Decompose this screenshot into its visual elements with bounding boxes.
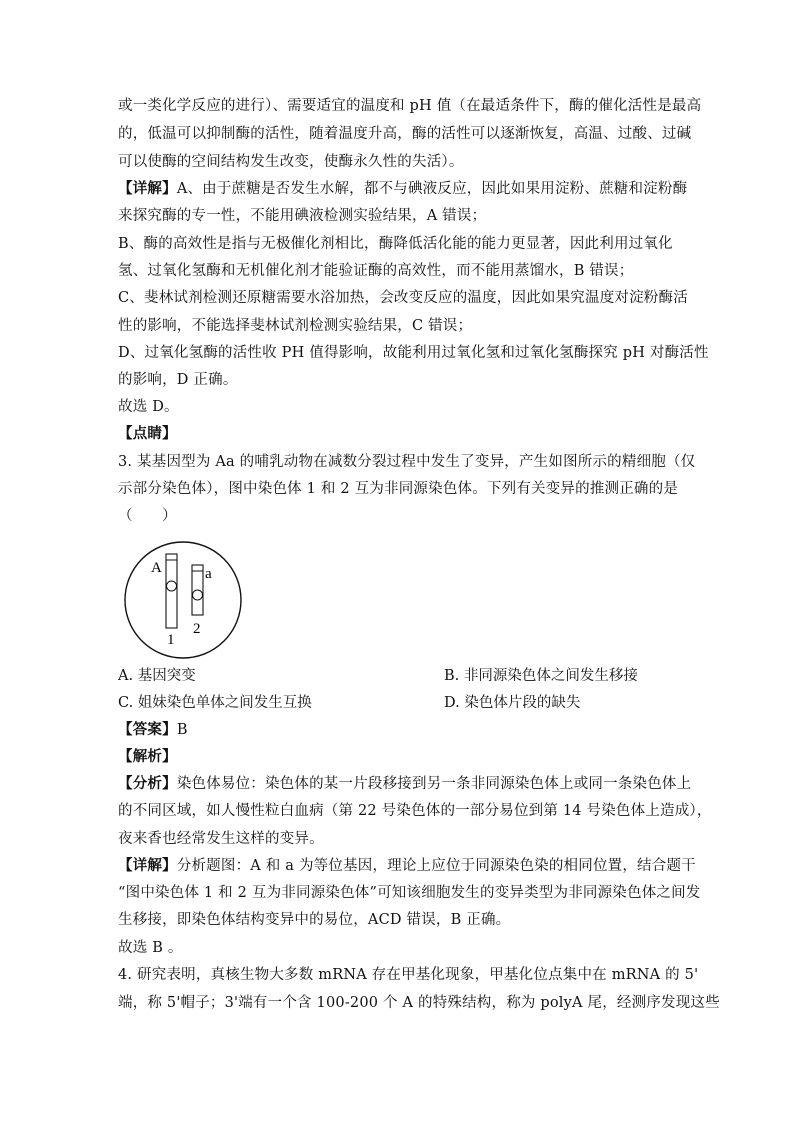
analysis-text: 染色体易位：染色体的某一片段移接到另一条非同源染色体上或同一条染色体上 xyxy=(176,776,692,792)
option-b: B. 非同源染色体之间发生移接 xyxy=(444,668,638,684)
question-line: 3. 某基因型为 Aa 的哺乳动物在减数分裂过程中发生了变异，产生如图所示的精细胞（仅 xyxy=(118,454,696,470)
detail-line: 性的影响，不能选择斐林试剂检测实验结果，C 错误； xyxy=(118,318,473,334)
detail-text: A、由于蔗糖是否发生水解，都不与碘液反应，因此如果用淀粉、蔗糖和淀粉酶 xyxy=(176,181,688,197)
paragraph-line: 的，低温可以抑制酶的活性，随着温度升高，酶的活性可以逐渐恢复，高温、过酸、过碱 xyxy=(118,126,692,142)
sperm-cell-figure xyxy=(118,540,248,660)
answer-label: 【答案】 xyxy=(118,721,177,738)
detail-line: B、酶的高效性是指与无极催化剂相比，酶降低活化能的能力更显著，因此利用过氧化 xyxy=(118,236,673,252)
chromosome-label-1: 1 xyxy=(167,632,175,648)
detail-label: 【详解】 xyxy=(118,857,177,874)
analysis-line: 夜来香也经常发生这样的变异。 xyxy=(118,831,324,847)
detail-text: 分析题图：A 和 a 为等位基因，理论上应位于同源染色染的相同位置，结合题干 xyxy=(176,858,696,874)
detail-line: C、斐林试剂检测还原糖需要水浴加热，会改变反应的温度，因此如果究温度对淀粉酶活 xyxy=(118,290,688,306)
analysis-sub-label: 【分析】 xyxy=(118,775,177,792)
detail-line: D、过氧化氢酶的活性收 PH 值得影响，故能利用过氧化氢和过氧化氢酶探究 pH 对酶活性 xyxy=(118,345,709,361)
cell-outline xyxy=(125,542,241,658)
paragraph-line: 或一类化学反应的进行）、需要适宜的温度和 pH 值（在最适条件下，酶的催化活性是最高 xyxy=(118,98,702,114)
centromere-2 xyxy=(193,590,203,600)
choice-line: 故选 B 。 xyxy=(118,940,183,956)
detail-line: 氢、过氧化氢酶和无机催化剂才能验证酶的高效性，而不能用蒸馏水，B 错误； xyxy=(118,263,634,279)
detail-line xyxy=(118,856,696,876)
analysis-label: 【解析】 xyxy=(118,748,177,765)
question-line: 4. 研究表明，真核生物大多数 mRNA 存在甲基化现象，甲基化位点集中在 mRNA 的 5' xyxy=(118,967,699,983)
paragraph-line: 可以使酶的空间结构发生改变，使酶永久性的失活）。 xyxy=(118,154,464,170)
choice-line: 故选 D。 xyxy=(118,399,179,415)
detail-line xyxy=(118,179,687,199)
option-c: C. 姐妹染色单体之间发生互换 xyxy=(118,695,312,711)
option-d: D. 染色体片段的缺失 xyxy=(444,695,581,711)
centromere-1 xyxy=(167,581,177,591)
gene-label-a: a xyxy=(205,566,212,582)
detail-line: 生移接，即染色体结构变异中的易位，ACD 错误，B 正确。 xyxy=(118,912,511,928)
detail-line: 的影响，D 正确。 xyxy=(118,372,238,388)
analysis-line xyxy=(118,774,691,794)
answer-value: B xyxy=(176,722,188,738)
answer-line xyxy=(118,720,188,740)
comment-label: 【点睛】 xyxy=(118,425,177,442)
gene-label-A: A xyxy=(151,560,162,576)
option-a: A. 基因突变 xyxy=(118,668,196,684)
question-line: （ ） xyxy=(118,508,177,524)
question-line: 端，称 5'帽子；3'端有一个含 100-200 个 A 的特殊结构，称为 polyA 尾，经测序发现这些 xyxy=(118,995,720,1011)
analysis-line: 的不同区域，如人慢性粒白血病（第 22 号染色体的一部分易位到第 14 号染色体上造成）， xyxy=(118,803,712,819)
detail-line: 来探究酶的专一性，不能用碘液检测实验结果，A 错误； xyxy=(118,208,487,224)
chromosome-label-2: 2 xyxy=(193,621,201,637)
detail-label: 【详解】 xyxy=(118,180,177,197)
detail-line: “图中染色体 1 和 2 互为非同源染色体”可知该细胞发生的变异类型为非同源染色体之间发 xyxy=(118,885,701,901)
question-line: 示部分染色体），图中染色体 1 和 2 互为非同源染色体。下列有关变异的推测正确的是 xyxy=(118,481,679,497)
